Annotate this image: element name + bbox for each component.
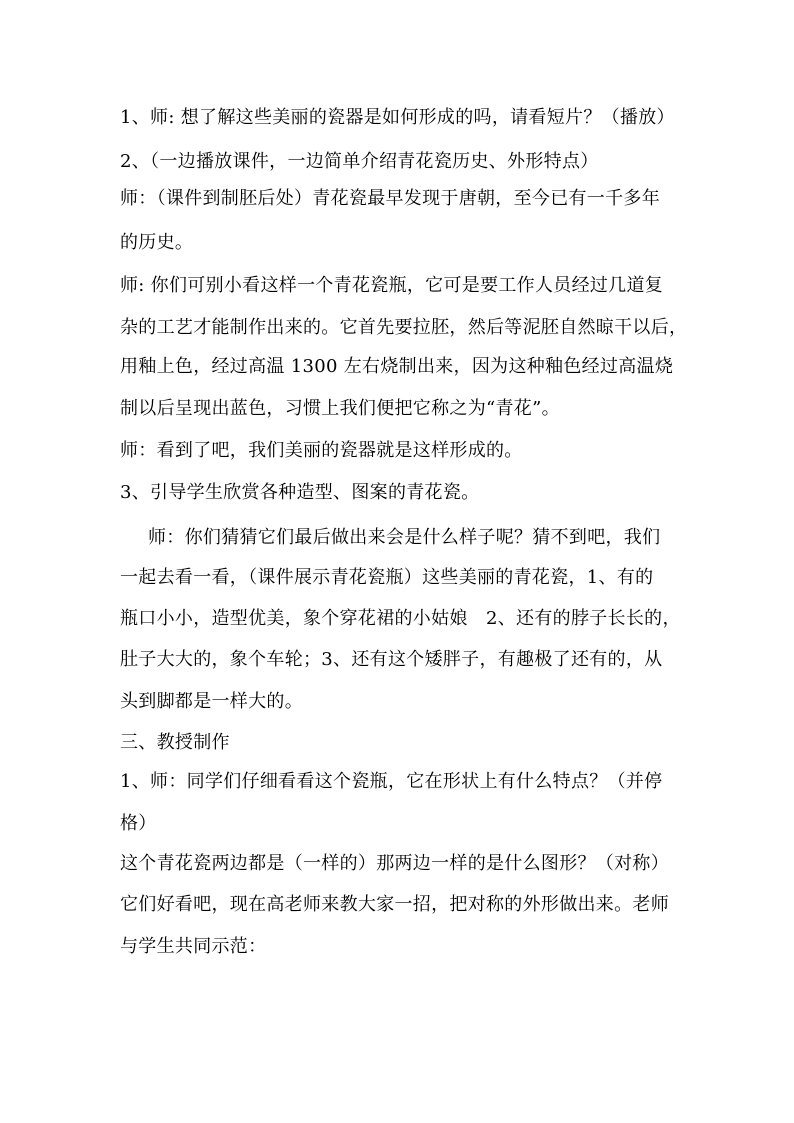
paragraph-line: 师：你们猜猜它们最后做出来会是什么样子呢？猜不到吧，我们: [148, 527, 661, 548]
paragraph-line: 一起去看一看，（课件展示青花瓷瓶）这些美丽的青花瓷，1、有的: [120, 567, 654, 588]
paragraph-line: 它们好看吧，现在高老师来教大家一招，把对称的外形做出来。老师: [120, 894, 669, 915]
paragraph-line: 1、师: 想了解这些美丽的瓷器是如何形成的吗，请看短片？（播放）: [120, 107, 675, 128]
paragraph-line: 头到脚都是一样大的。: [120, 691, 303, 712]
paragraph-line: 与学生共同示范：: [120, 936, 267, 957]
paragraph-line: 2、（一边播放课件，一边简单介绍青花瓷历史、外形特点）: [120, 151, 599, 172]
paragraph-line: 这个青花瓷两边都是（一样的）那两边一样的是什么图形？（对称）: [120, 853, 669, 874]
paragraph-line: 用釉上色，经过高温 1300 左右烧制出来，因为这种釉色经过高温烧: [120, 356, 674, 377]
paragraph-line: 师：（课件到制胚后处）青花瓷最早发现于唐朝，至今已有一千多年: [120, 188, 660, 209]
section-heading: 三、教授制作: [120, 732, 230, 753]
paragraph-line: 杂的工艺才能制作出来的。它首先要拉胚，然后等泥胚自然晾干以后，: [120, 317, 688, 338]
paragraph-line: 师: 你们可别小看这样一个青花瓷瓶，它可是要工作人员经过几道复: [120, 275, 664, 296]
paragraph-line: 瓶口小小，造型优美，象个穿花裙的小姑娘 2、还有的脖子长长的，: [120, 608, 681, 629]
paragraph-line: 肚子大大的，象个车轮；3、还有这个矮胖子，有趣极了还有的，从: [120, 649, 663, 670]
paragraph-line: 格）: [120, 813, 157, 834]
paragraph-line: 3、引导学生欣赏各种造型、图案的青花瓷。: [120, 482, 480, 503]
paragraph-line: 师：看到了吧，我们美丽的瓷器就是这样形成的。: [120, 440, 523, 461]
paragraph-line: 的历史。: [120, 232, 194, 253]
paragraph-line: 1、师：同学们仔细看看这个瓷瓶，它在形状上有什么特点？（并停: [120, 771, 663, 792]
paragraph-line: 制以后呈现出蓝色，习惯上我们便把它称之为“青花”。: [120, 398, 560, 419]
